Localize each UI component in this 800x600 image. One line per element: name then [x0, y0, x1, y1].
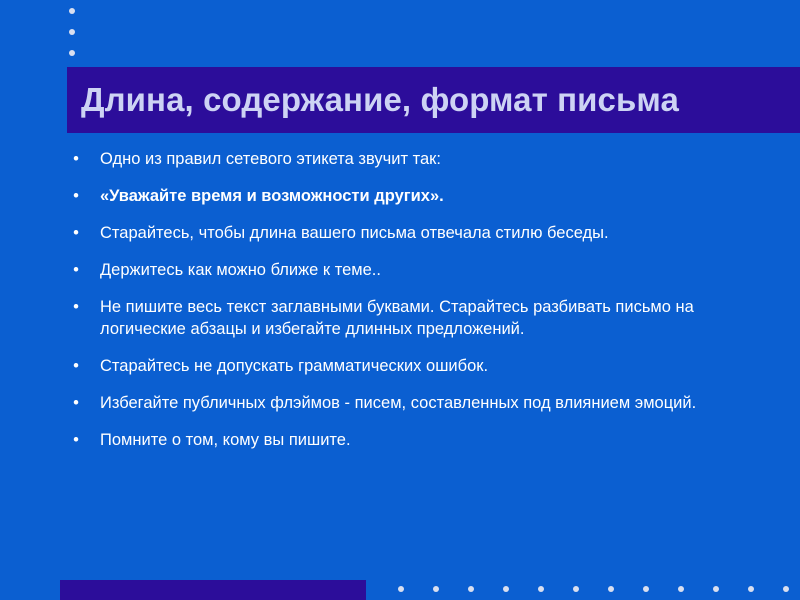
bullet-icon: •: [73, 357, 79, 375]
bullet-text: Избегайте публичных флэймов - писем, составленных под влиянием эмоций.: [100, 394, 697, 412]
bullet-item: [70, 355, 750, 377]
bullet-item: [70, 148, 750, 170]
bullet-icon: •: [73, 394, 79, 412]
bullet-icon: •: [73, 224, 79, 242]
dot-icon: [608, 586, 614, 592]
slide-title: Длина, содержание, формат письма: [81, 81, 679, 118]
dot-icon: [69, 8, 75, 14]
dot-icon: [433, 586, 439, 592]
bullet-text: Не пишите весь текст заглавными буквами. Старайтесь разбивать письмо на логические абзацы и избегайте длинных предложений.: [100, 298, 694, 338]
dot-icon: [69, 50, 75, 56]
dot-icon: [468, 586, 474, 592]
bullet-text: Старайтесь не допускать грамматических ошибок.: [100, 357, 489, 375]
bullet-icon: •: [73, 261, 79, 279]
title-bar: [67, 67, 800, 133]
bullet-text: Одно из правил сетевого этикета звучит так:: [100, 150, 441, 168]
bullet-text: «Уважайте время и возможности других».: [100, 187, 444, 205]
bullet-text: Старайтесь, чтобы длина вашего письма отвечала стилю беседы.: [100, 224, 609, 242]
decorative-dots-bottom: [370, 586, 800, 596]
bullet-icon: •: [73, 298, 79, 316]
dot-icon: [503, 586, 509, 592]
decorative-dots-top: [69, 8, 77, 58]
dot-icon: [713, 586, 719, 592]
dot-icon: [748, 586, 754, 592]
dot-icon: [573, 586, 579, 592]
bullet-item: [70, 392, 750, 414]
bullet-item: [70, 185, 750, 207]
bullet-item: [70, 222, 750, 244]
bullet-icon: •: [73, 187, 79, 205]
dot-icon: [643, 586, 649, 592]
bullet-text: Помните о том, кому вы пишите.: [100, 431, 351, 449]
dot-icon: [678, 586, 684, 592]
bullet-icon: •: [73, 150, 79, 168]
dot-icon: [69, 29, 75, 35]
dot-icon: [783, 586, 789, 592]
footer-bar: [60, 580, 366, 600]
bullet-item: [70, 296, 750, 340]
bullet-icon: •: [73, 431, 79, 449]
bullet-item: [70, 429, 750, 451]
bullet-text: Держитесь как можно ближе к теме..: [100, 261, 381, 279]
dot-icon: [538, 586, 544, 592]
bullet-item: [70, 259, 750, 281]
dot-icon: [398, 586, 404, 592]
bullet-list: [70, 148, 750, 466]
